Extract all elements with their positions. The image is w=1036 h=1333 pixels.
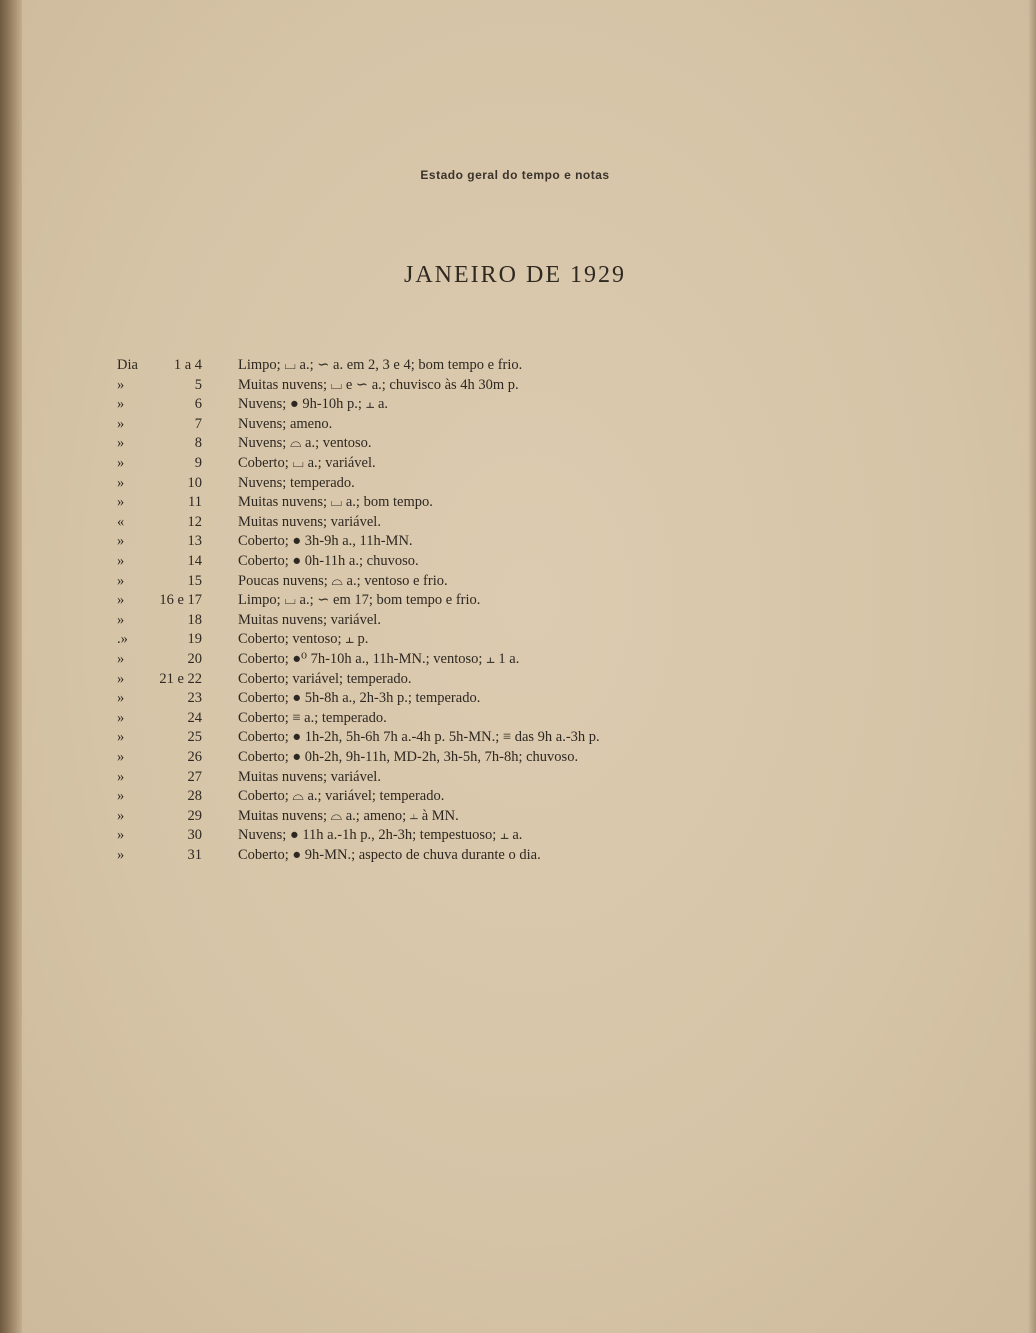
row-day: 6 [194, 396, 202, 413]
list-item [22, 572, 1008, 591]
row-note: Coberto; variável; temperado. [238, 670, 412, 687]
list-item [22, 826, 1008, 845]
row-note: Coberto; ● 3h-9h a., 11h-MN. [238, 533, 413, 550]
row-label: Dia [117, 357, 138, 373]
row-day: 5 [194, 376, 202, 393]
row-note: Muitas nuvens; ⌴ e ∽ a.; chuvisco às 4h 30m p. [238, 376, 519, 393]
row-day: 25 [187, 729, 202, 746]
row-note: Limpo; ⌴ a.; ∽ a. em 2, 3 e 4; bom tempo e frio. [238, 357, 523, 373]
row-label: » [117, 572, 125, 589]
list-item [22, 670, 1008, 689]
row-note: Coberto; ● 1h-2h, 5h-6h 7h a.-4h p. 5h-MN.; ≡ das 9h a.-3h p. [238, 729, 600, 746]
row-day: 1 a 4 [173, 357, 202, 373]
row-day: 11 [188, 494, 202, 511]
list-item [22, 474, 1008, 493]
list-item [22, 552, 1008, 571]
row-label: » [117, 670, 125, 687]
row-label: » [117, 376, 125, 393]
row-label: » [117, 651, 125, 667]
list-item [22, 434, 1008, 453]
row-day: 14 [187, 553, 202, 569]
page-title: JANEIRO DE 1929 [404, 262, 626, 288]
list-item [22, 787, 1008, 806]
row-note: Nuvens; ameno. [238, 415, 333, 432]
list-item [22, 513, 1008, 532]
row-day: 28 [187, 788, 202, 805]
row-day: 27 [187, 768, 202, 785]
row-note: Coberto; ●⁰ 7h-10h a., 11h-MN.; ventoso; ⫠ 1 a. [238, 651, 520, 667]
list-item [22, 532, 1008, 551]
row-label: .» [117, 631, 128, 648]
row-note: Coberto; ⌓ a.; variável; temperado. [238, 788, 445, 805]
row-day: 9 [194, 455, 202, 471]
row-label: » [117, 592, 125, 609]
book-binding [0, 0, 22, 1333]
row-note: Coberto; ● 0h-2h, 9h-11h, MD-2h, 3h-5h, 7h-8h; chuvoso. [238, 749, 579, 765]
row-day: 21 e 22 [159, 670, 202, 687]
list-item [22, 630, 1008, 649]
list-item [22, 728, 1008, 747]
row-label: » [117, 494, 125, 511]
row-day: 26 [187, 749, 202, 765]
row-day: 23 [187, 690, 202, 707]
list-item [22, 356, 1008, 375]
row-label: » [117, 455, 125, 471]
list-item [22, 748, 1008, 767]
row-label: » [117, 690, 125, 707]
row-note: Limpo; ⌴ a.; ∽ em 17; bom tempo e frio. [238, 592, 481, 609]
list-item [22, 807, 1008, 826]
row-day: 10 [187, 474, 202, 491]
row-note: Muitas nuvens; variável. [238, 768, 381, 785]
row-day: 18 [187, 611, 202, 628]
row-day: 12 [187, 513, 202, 530]
row-label: » [117, 709, 125, 726]
row-day: 20 [187, 651, 202, 667]
list-item [22, 415, 1008, 434]
row-day: 15 [187, 572, 202, 589]
row-label: » [117, 474, 125, 491]
row-day: 29 [187, 807, 202, 824]
row-note: Coberto; ● 9h-MN.; aspecto de chuva durante o dia. [238, 847, 541, 863]
page-edge [1028, 0, 1036, 1333]
list-item [22, 591, 1008, 610]
row-label: » [117, 788, 125, 805]
row-note: Muitas nuvens; variável. [238, 513, 381, 530]
row-label: » [117, 396, 125, 413]
row-note: Coberto; ● 5h-8h a., 2h-3h p.; temperado. [238, 690, 481, 707]
row-label: » [117, 729, 125, 746]
row-label: » [117, 827, 125, 844]
list-item [22, 689, 1008, 708]
page [22, 0, 1036, 1333]
row-label: » [117, 807, 125, 824]
row-label: » [117, 768, 125, 785]
row-label: » [117, 435, 125, 452]
row-label: » [117, 415, 125, 432]
row-note: Muitas nuvens; ⌴ a.; bom tempo. [238, 494, 433, 511]
row-day: 31 [187, 847, 202, 863]
row-label: » [117, 553, 125, 569]
list-item [22, 493, 1008, 512]
row-label: » [117, 533, 125, 550]
row-day: 30 [187, 827, 202, 844]
row-day: 8 [194, 435, 202, 452]
list-item [22, 376, 1008, 395]
row-note: Coberto; ⌴ a.; variável. [238, 455, 376, 471]
row-label: « [117, 513, 125, 530]
row-note: Muitas nuvens; ⌓ a.; ameno; ⫠ à MN. [238, 807, 459, 824]
list-item [22, 709, 1008, 728]
row-note: Coberto; ventoso; ⫠ p. [238, 631, 369, 648]
row-day: 16 e 17 [159, 592, 202, 609]
row-note: Coberto; ≡ a.; temperado. [238, 709, 387, 726]
row-day: 13 [187, 533, 202, 550]
row-label: » [117, 749, 125, 765]
list-item [22, 768, 1008, 787]
row-day: 24 [187, 709, 202, 726]
row-note: Nuvens; temperado. [238, 474, 355, 491]
list-item [22, 650, 1008, 669]
row-note: Nuvens; ● 9h-10h p.; ⫠ a. [238, 396, 389, 413]
list-item [22, 846, 1008, 865]
list-item [22, 611, 1008, 630]
row-note: Coberto; ● 0h-11h a.; chuvoso. [238, 553, 419, 569]
row-note: Poucas nuvens; ⌓ a.; ventoso e frio. [238, 572, 448, 589]
row-note: Muitas nuvens; variável. [238, 611, 381, 628]
list-item [22, 395, 1008, 414]
row-label: » [117, 847, 125, 863]
row-label: » [117, 611, 125, 628]
row-note: Nuvens; ● 11h a.-1h p., 2h-3h; tempestuoso; ⫠ a. [238, 827, 523, 844]
row-note: Nuvens; ⌓ a.; ventoso. [238, 435, 372, 452]
page-header: Estado geral do tempo e notas [420, 168, 610, 182]
row-day: 7 [194, 415, 202, 432]
row-day: 19 [187, 631, 202, 648]
list-item [22, 454, 1008, 473]
